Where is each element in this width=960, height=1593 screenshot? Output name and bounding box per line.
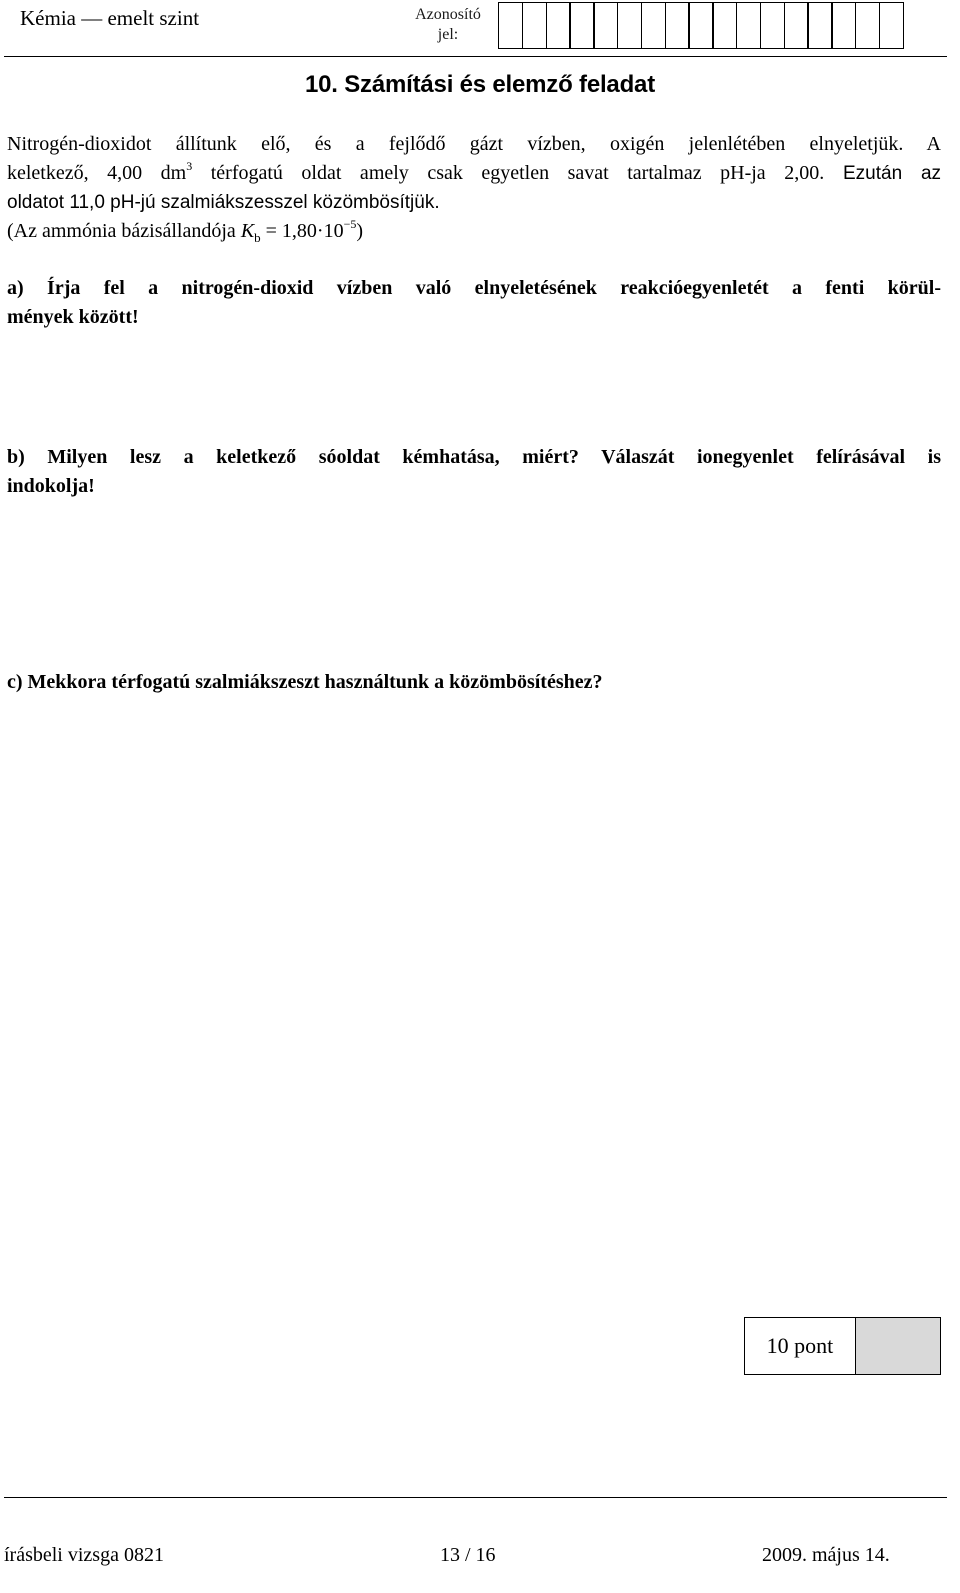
- id-box[interactable]: [712, 2, 737, 49]
- points-box: [744, 1317, 941, 1375]
- id-box[interactable]: [641, 2, 666, 49]
- id-box[interactable]: [807, 2, 832, 49]
- intro-line-1: Nitrogén-dioxidot állítunk elő, és a fejlődő gázt vízben, oxigén jelenlétében elnyeletjük. A: [7, 133, 941, 155]
- id-box[interactable]: [784, 2, 809, 49]
- question-c: [7, 668, 941, 697]
- footer-date: 2009. május 14.: [762, 1544, 890, 1566]
- question-a: [7, 274, 941, 332]
- intro-line-4c: ): [356, 220, 364, 242]
- id-box[interactable]: [617, 2, 642, 49]
- task-title: 10. Számítási és elemző feladat: [305, 71, 655, 98]
- intro-line-2: [7, 159, 941, 188]
- intro-line-2b: térfogatú oldat amely csak egyetlen savat tartalmaz pH-ja 2,00.: [192, 162, 825, 184]
- question-a-line2: mények között!: [7, 306, 139, 328]
- id-label-line1: Azonosító: [415, 6, 481, 23]
- id-label: [404, 5, 492, 45]
- kb-subscript: b: [254, 230, 261, 245]
- id-box[interactable]: [879, 2, 904, 49]
- id-box[interactable]: [522, 2, 547, 49]
- header-rule: [4, 56, 947, 57]
- header-subject: Kémia — emelt szint: [20, 6, 200, 30]
- intro-line-2c: Ezután az: [824, 163, 942, 184]
- id-box[interactable]: [736, 2, 761, 49]
- id-box[interactable]: [665, 2, 690, 49]
- intro-line-4b: = 1,80·10: [260, 220, 344, 242]
- intro-line-4a: (Az ammónia bázisállandója: [7, 220, 241, 242]
- footer-page-number: 13 / 16: [440, 1544, 496, 1566]
- id-box[interactable]: [855, 2, 880, 49]
- intro-line-3: oldatot 11,0 pH-jú szalmiákszesszel közömbösítjük.: [7, 192, 440, 213]
- points-label: 10 pont: [744, 1317, 856, 1375]
- kb-symbol: K: [240, 220, 255, 242]
- id-box[interactable]: [498, 2, 523, 49]
- question-b-line2: indokolja!: [7, 475, 95, 497]
- dm3-exponent: 3: [186, 159, 193, 174]
- question-c-line1: c) Mekkora térfogatú szalmiákszeszt használtunk a közömbösítéshez?: [7, 671, 603, 693]
- score-field[interactable]: [856, 1317, 941, 1375]
- id-box[interactable]: [593, 2, 618, 49]
- question-b: [7, 443, 941, 501]
- question-a-line1: a) Írja fel a nitrogén-dioxid vízben való elnyeletésének reakcióegyenletét a fenti körül-: [7, 277, 941, 299]
- id-box[interactable]: [546, 2, 571, 49]
- intro-paragraph: [7, 130, 941, 246]
- id-label-line2: jel:: [437, 26, 459, 43]
- id-box[interactable]: [831, 2, 856, 49]
- intro-line-2a: keletkező, 4,00 dm: [7, 162, 187, 184]
- id-box[interactable]: [569, 2, 594, 49]
- footer-exam-code: írásbeli vizsga 0821: [4, 1544, 164, 1566]
- id-box[interactable]: [688, 2, 713, 49]
- footer-rule: [4, 1497, 947, 1498]
- question-b-line1: b) Milyen lesz a keletkező sóoldat kémhatása, miért? Válaszát ionegyenlet felírásával is: [7, 446, 941, 468]
- intro-line-4: [7, 217, 941, 246]
- id-boxes: [498, 2, 904, 49]
- kb-exponent: −5: [343, 217, 357, 232]
- id-box[interactable]: [760, 2, 785, 49]
